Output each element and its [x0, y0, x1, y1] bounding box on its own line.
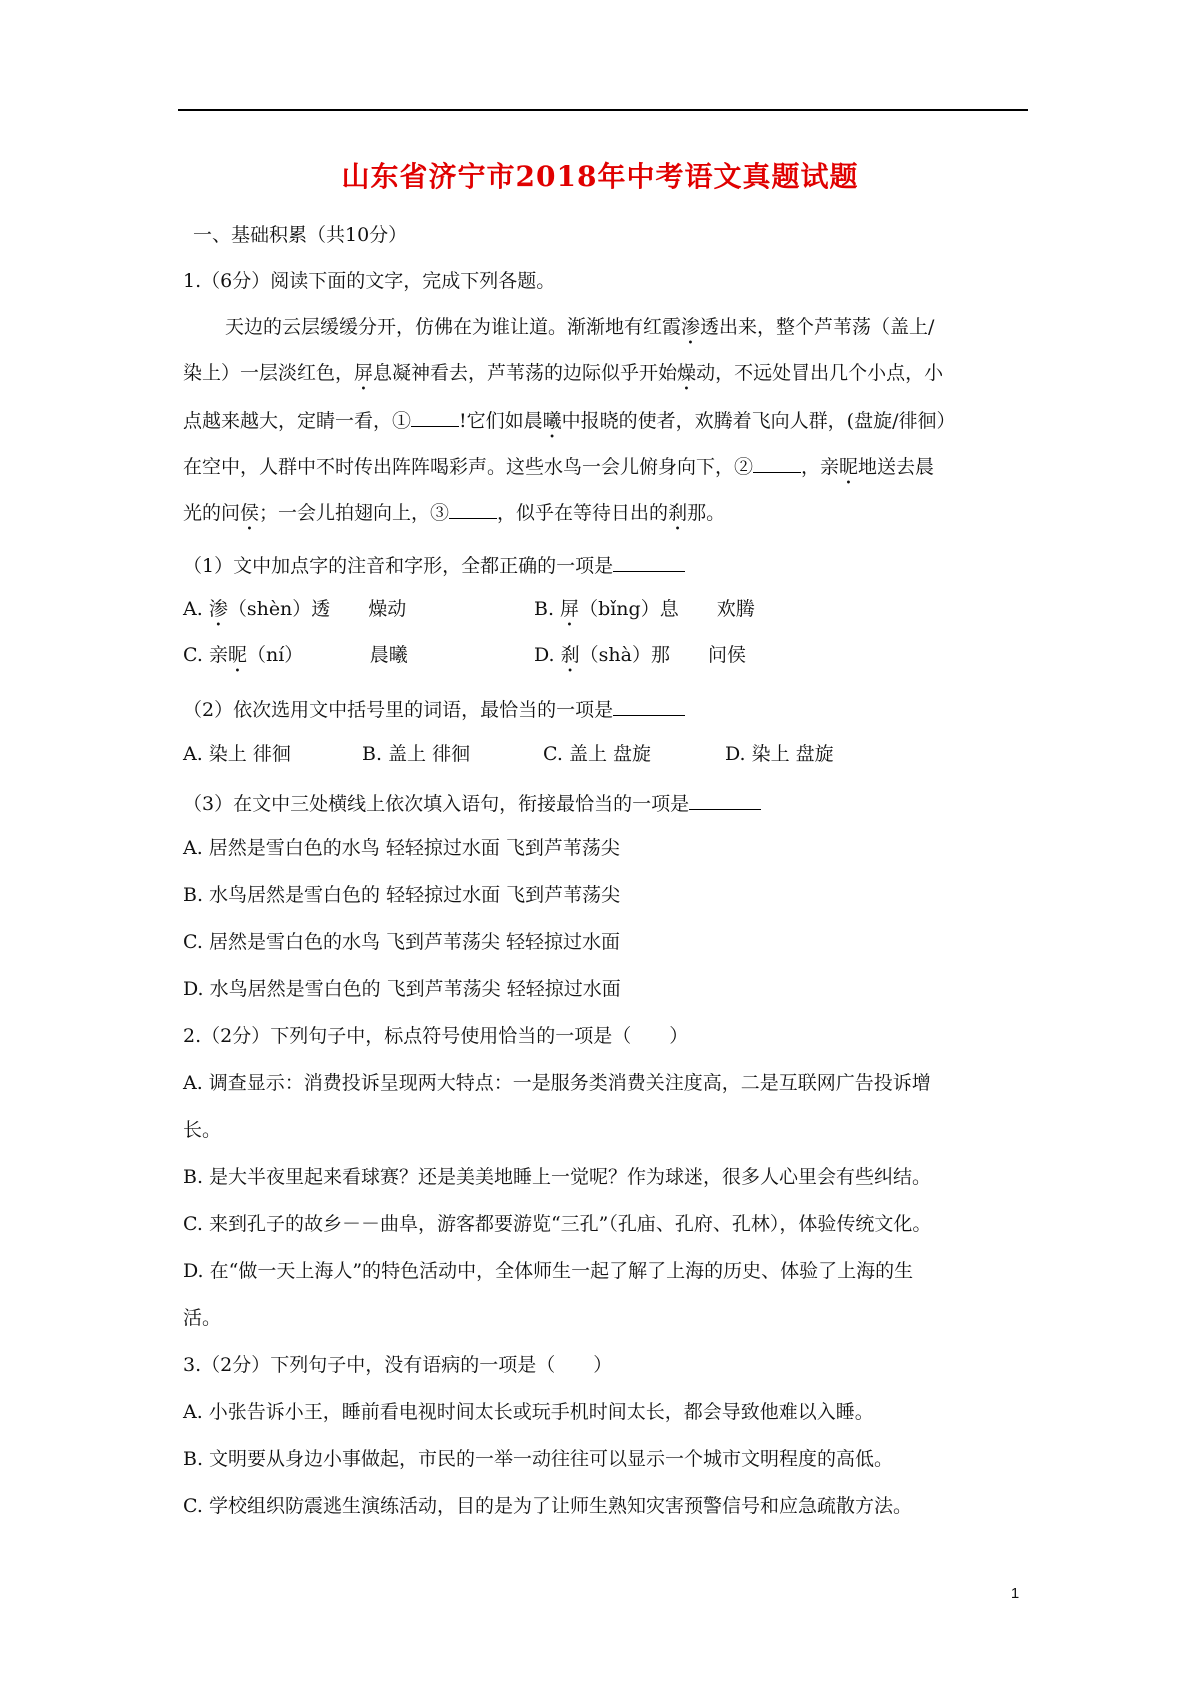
section-heading: 一、基础积累（共10分）	[193, 224, 408, 246]
q1-sub3-option-b: B. 水鸟居然是雪白色的 轻轻掠过水面 飞到芦苇荡尖	[183, 884, 621, 906]
q1-sub1-option-b: B. 屏（bǐng）息 欢腾	[534, 598, 755, 620]
q3-stem: 3.（2分）下列句子中，没有语病的一项是（ ）	[183, 1354, 613, 1376]
q1-passage-line-3: 点越来越大，定睛一看，① !它们如晨曦中报晓的使者，欢腾着飞向人群，(盘旋/徘徊）	[183, 406, 956, 443]
q2-option-c: C. 来到孔子的故乡－－曲阜，游客都要游览“三孔”（孔庙、孔府、孔林），体验传统文化。	[183, 1213, 932, 1235]
q2-option-b: B. 是大半夜里起来看球赛？还是美美地睡上一觉呢？作为球迷，很多人心里会有些纠结。	[183, 1166, 932, 1188]
header-rule	[178, 109, 1028, 111]
q3-option-a: A. 小张告诉小王，睡前看电视时间太长或玩手机时间太长，都会导致他难以入睡。	[183, 1401, 874, 1423]
q1-passage-line-1: 天边的云层缓缓分开，仿佛在为谁让道。渐渐地有红霞渗透出来，整个芦苇荡（盖上/	[225, 316, 935, 338]
q1-sub2-option-d: D. 染上 盘旋	[725, 743, 834, 765]
q1-sub2-stem: （2）依次选用文中括号里的词语，最恰当的一项是	[183, 695, 685, 723]
page-title: 山东省济宁市2018年中考语文真题试题	[341, 160, 859, 193]
q1-stem: 1.（6分）阅读下面的文字，完成下列各题。	[183, 270, 556, 292]
q1-sub1-option-d: D. 刹（shà）那 问侯	[534, 644, 746, 666]
q1-sub1-option-a: A. 渗（shèn）透 燥动	[183, 598, 407, 620]
q1-sub1-option-c: C. 亲昵（ní） 晨曦	[183, 644, 408, 666]
q1-passage-line-2: 染上）一层淡红色，屏息凝神看去，芦苇荡的边际似乎开始燥动，不远处冒出几个小点，小	[183, 362, 944, 384]
q1-sub3-option-d: D. 水鸟居然是雪白色的 飞到芦苇荡尖 轻轻掠过水面	[183, 978, 621, 1000]
q2-option-a-cont: 长。	[183, 1119, 222, 1141]
q1-passage-line-5: 光的问侯；一会儿拍翅向上，③ ，似乎在等待日出的刹那。	[183, 498, 725, 535]
q1-sub1-options-row-1	[183, 596, 755, 631]
q2-option-a: A. 调查显示：消费投诉呈现两大特点：一是服务类消费关注度高，二是互联网广告投诉增	[183, 1072, 931, 1094]
q1-sub1-stem: （1）文中加点字的注音和字形，全都正确的一项是	[183, 551, 685, 579]
q1-sub2-option-b: B. 盖上 徘徊	[362, 743, 471, 765]
q1-sub2-option-c: C. 盖上 盘旋	[543, 743, 651, 765]
q1-sub2-option-a: A. 染上 徘徊	[183, 743, 291, 765]
q1-sub2-options	[183, 741, 834, 767]
q1-sub3-option-a: A. 居然是雪白色的水鸟 轻轻掠过水面 飞到芦苇荡尖	[183, 837, 620, 859]
q3-option-b: B. 文明要从身边小事做起，市民的一举一动往往可以显示一个城市文明程度的高低。	[183, 1448, 894, 1470]
q1-passage-line-4: 在空中，人群中不时传出阵阵喝彩声。这些水鸟一会儿俯身向下，② ，亲昵地送去晨	[183, 452, 934, 489]
q1-sub3-stem: （3）在文中三处横线上依次填入语句，衔接最恰当的一项是	[183, 789, 761, 817]
page-number: 1	[1010, 1585, 1020, 1602]
q3-option-c: C. 学校组织防震逃生演练活动，目的是为了让师生熟知灾害预警信号和应急疏散方法。	[183, 1495, 912, 1517]
q1-sub3-option-c: C. 居然是雪白色的水鸟 飞到芦苇荡尖 轻轻掠过水面	[183, 931, 621, 953]
q2-option-d-cont: 活。	[183, 1307, 222, 1329]
q2-stem: 2.（2分）下列句子中，标点符号使用恰当的一项是（ ）	[183, 1025, 689, 1047]
q2-option-d: D. 在“做一天上海人”的特色活动中，全体师生一起了解了上海的历史、体验了上海的生	[183, 1260, 914, 1282]
q1-sub1-options-row-2	[183, 642, 746, 677]
